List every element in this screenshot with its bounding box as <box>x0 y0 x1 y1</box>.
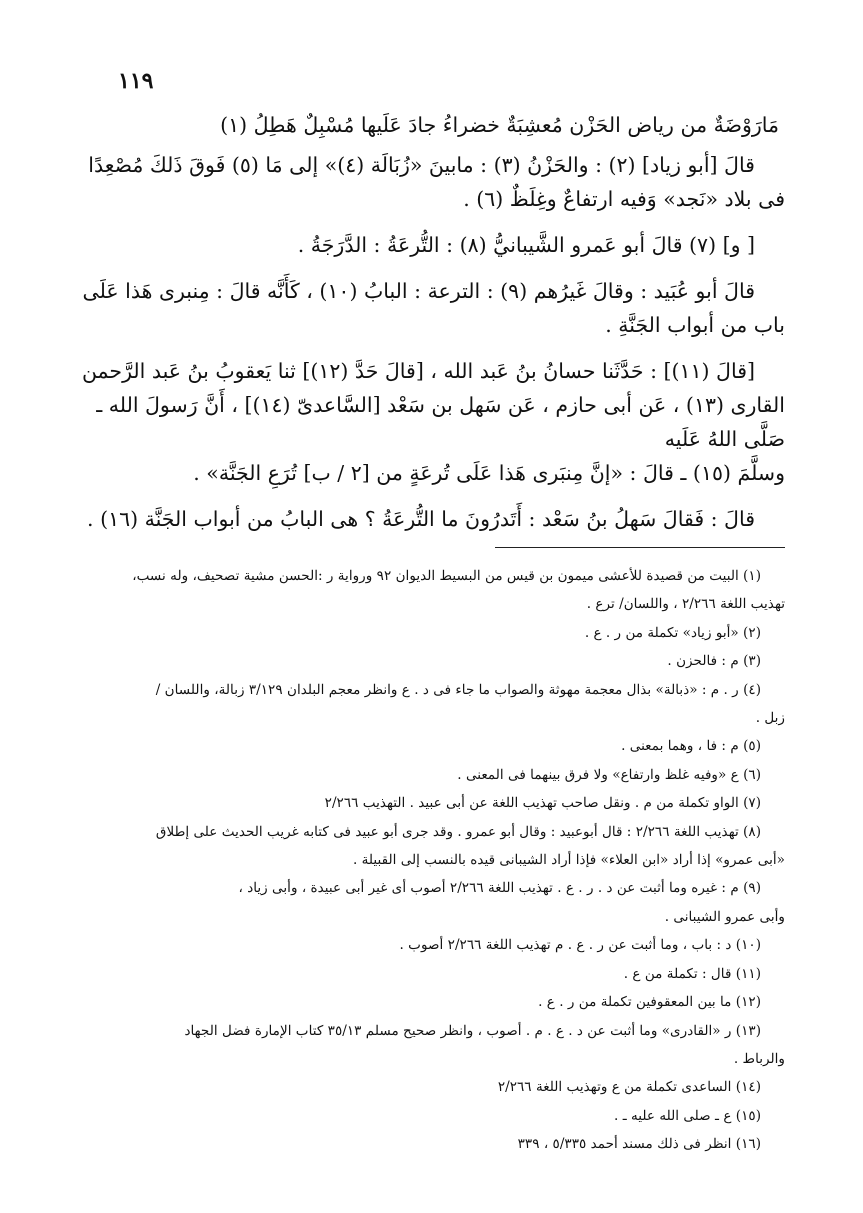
paragraph-line: [ و] (٧) قالَ أبو عَمرو الشَّيبانيُّ (٨) : التُّرعَةُ : الدَّرَجَةُ . <box>297 233 755 257</box>
footnote: (١) البيت من قصيدة للأعشى ميمون بن قيس من البسيط الديوان ٩٢ ورواية ر :الحسن مشية تصحيف، وله نسب، <box>132 568 761 584</box>
main-text <box>70 108 785 536</box>
footnote: (٣) م : فالحزن . <box>667 653 761 670</box>
poetry-verse: مَارَوْضَةٌ من رياض الحَزْن مُعشِبَةٌ خضراءُ جادَ عَلَيها مُسْبِلٌ هَطِلُ (١) <box>220 113 779 137</box>
footnote: (٩) م : غيره وما أثبت عن د . ر . ع . تهذيب اللغة ٢/٢٦٦ أصوب أى غير أبى عبيدة ، وأبى زياد ، <box>238 880 761 897</box>
paragraph-line: قالَ : فَقالَ سَهلُ بنُ سَعْد : أَتَدرُونَ ما التُّرعَةُ ؟ هى البابُ من أبواب الجَنَّة (١٦) . <box>87 507 755 531</box>
paragraph-line: باب من أبواب الجَنَّةِ . <box>605 313 785 337</box>
paragraph-line: القارى (١٣) ، عَن أبى حازم ، عَن سَهل بن سَعْد [السَّاعدىّ (١٤)] ، أَنَّ رَسولَ الله ـ صَلَّى اللهُ عَلَيه <box>96 393 785 451</box>
footnote: (١٢) ما بين المعقوفين تكملة من ر . ع . <box>538 994 761 1011</box>
paragraph-line: فى بلاد «نَجد» وَفيه ارتفاعٌ وغِلَظٌ (٦) . <box>463 187 785 211</box>
footnote: (٢) «أبو زياد» تكملة من ر . ع . <box>584 624 761 641</box>
footnote: (١٣) ر «القادرى» وما أثبت عن د . ع . م . أصوب ، وانظر صحيح مسلم ٣٥/١٣ كتاب الإمارة فضل الجهاد <box>184 1022 761 1039</box>
footnote-divider <box>495 547 785 548</box>
footnote: (١٦) انظر فى ذلك مسند أحمد ٥/٣٣٥ ، ٣٣٩ <box>517 1136 761 1153</box>
paragraph-line: قالَ [أبو زياد] (٢) : والحَزْنُ (٣) : مابينَ «زُبَالَة (٤)» إلى مَا (٥) فَوقَ ذَلكَ مُصْعِدًا <box>88 153 755 177</box>
footnote-continuation: تهذيب اللغة ٢/٢٦٦ ، واللسان/ ترع . <box>586 596 785 613</box>
paragraph-line: وسلَّمَ (١٥) ـ قالَ : «إنَّ مِنبَرى هَذا عَلَى تُرعَةٍ من [٢ / ب] تُرَعِ الجَنَّة» . <box>193 461 785 485</box>
footnote-continuation: زبل . <box>755 710 785 727</box>
footnote: (١٥) ع ـ صلى الله عليه ـ . <box>614 1107 761 1124</box>
footnotes <box>65 562 785 1159</box>
footnote-continuation: والرباط . <box>733 1050 785 1067</box>
footnote: (٥) م : فا ، وهما بمعنى . <box>621 738 761 755</box>
footnote-continuation: وأبى عمرو الشيبانى . <box>664 908 785 925</box>
page-number: ١١٩ <box>118 68 154 94</box>
footnote: (٧) الواو تكملة من م . ونقل صاحب تهذيب اللغة عن أبى عبيد . التهذيب ٢/٢٦٦ <box>324 795 761 812</box>
footnote: (١٠) د : باب ، وما أثبت عن ر . ع . م تهذيب اللغة ٢/٢٦٦ أصوب . <box>399 937 761 954</box>
footnote: (٨) تهذيب اللغة ٢/٢٦٦ : قال أبوعبيد : وقال أبو عمرو . وقد جرى أبو عبيد فى كتابه غريب الحديث على إطلاق <box>155 823 761 840</box>
footnote: (٤) ر . م : «ذبالة» بذال معجمة مهوثة والصواب ما جاء فى د . ع وانظر معجم البلدان ٣/١٢٩ زبالة، واللسان / <box>155 681 761 698</box>
footnote: (١١) قال : تكملة من ع . <box>623 965 761 982</box>
footnote: (٦) ع «وفيه غلظ وارتفاع» ولا فرق بينهما فى المعنى . <box>457 766 761 783</box>
footnote: (١٤) الساعدى تكملة من ع وتهذيب اللغة ٢/٢٦٦ <box>497 1079 761 1096</box>
footnote-continuation: «أبى عمرو» إذا أراد «ابن العلاء» فإذا أراد الشيبانى قيده بالنسب إلى القبيلة . <box>352 852 785 869</box>
paragraph-line: [قالَ (١١)] : حَدَّثَنا حسانُ بنُ عَبد الله ، [قالَ حَدَّ (١٢)] ثنا يَعقوبُ بنُ عَبد الرَّحمن <box>81 359 755 383</box>
paragraph-line: قالَ أبو عُبَيد : وقالَ غَيرُهم (٩) : الترعة : البابُ (١٠) ، كَأَنَّه قالَ : مِنبرى هَذا عَلَى <box>82 279 755 303</box>
